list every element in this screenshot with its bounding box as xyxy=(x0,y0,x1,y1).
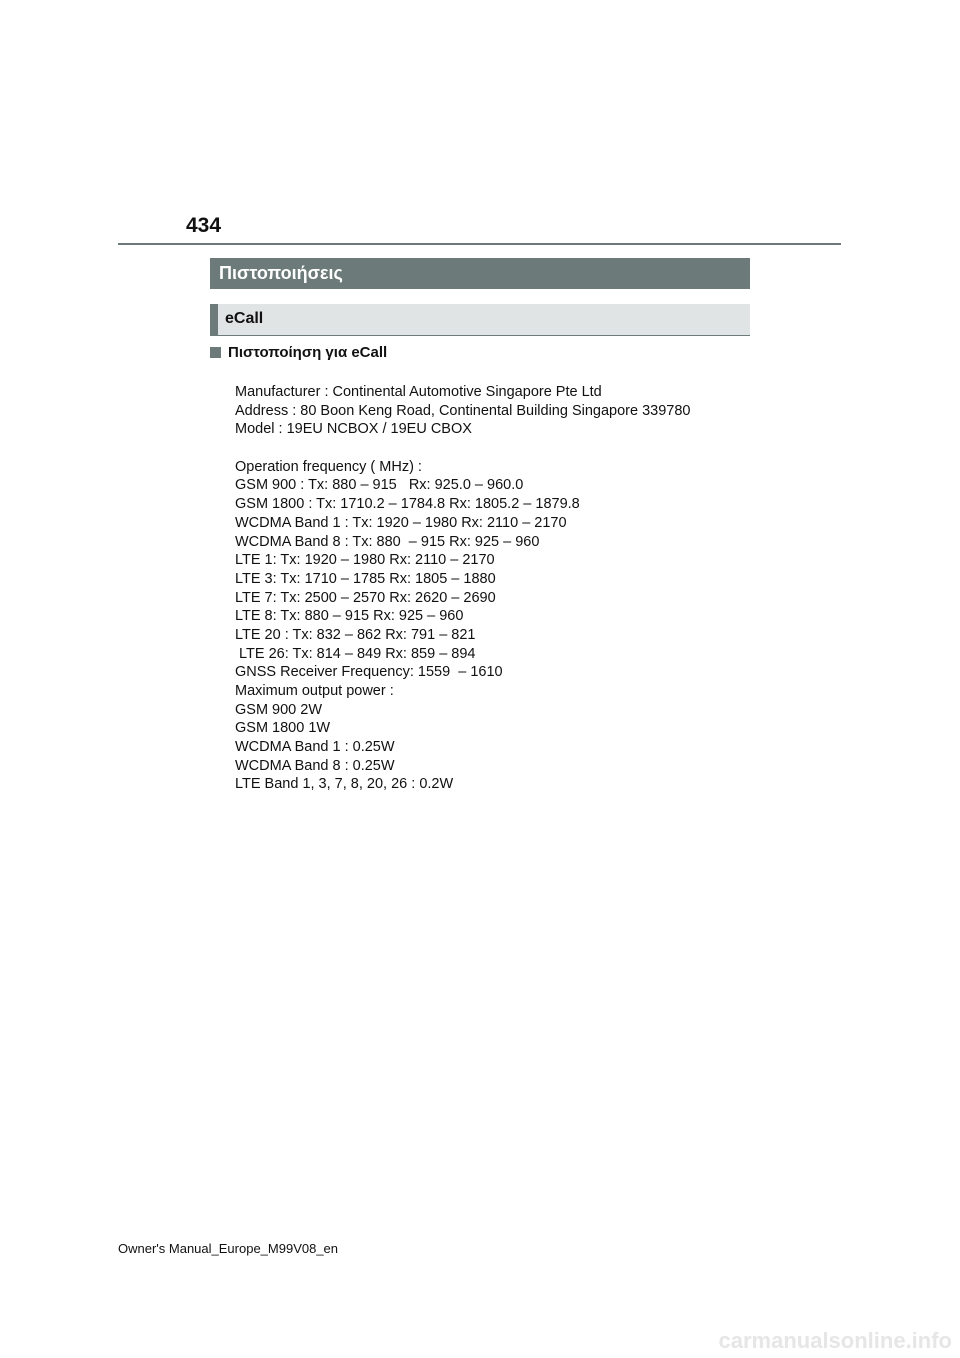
square-bullet-icon xyxy=(210,347,221,358)
text-line xyxy=(235,439,690,458)
subsection-header xyxy=(210,304,750,336)
text-line: GSM 900 2W xyxy=(235,701,323,718)
text-line: GSM 900 : Tx: 880 – 915 Rx: 925.0 – 960.0 xyxy=(235,477,524,494)
heading-text: Πιστοποίηση για eCall xyxy=(228,344,388,361)
footer: Owner's Manual_Europe_M99V08_en xyxy=(118,1241,339,1256)
text-line: Model : 19EU NCBOX / 19EU CBOX xyxy=(235,421,472,438)
text-line: Address : 80 Boon Keng Road, Continental Building Singapore 339780 xyxy=(235,402,691,419)
page-number: 434 xyxy=(186,214,222,237)
text-line: Manufacturer : Continental Automotive Singapore Pte Ltd xyxy=(235,384,602,400)
text-line: LTE 20 : Tx: 832 – 862 Rx: 791 – 821 xyxy=(235,626,476,643)
certification-text xyxy=(235,383,690,794)
text-line: LTE 26: Tx: 814 – 849 Rx: 859 – 894 xyxy=(235,645,476,662)
text-line: LTE 3: Tx: 1710 – 1785 Rx: 1805 – 1880 xyxy=(235,570,496,587)
text-line: Operation frequency ( MHz) : xyxy=(235,458,422,475)
text-line: GSM 1800 1W xyxy=(235,720,331,737)
text-line: LTE Band 1, 3, 7, 8, 20, 26 : 0.2W xyxy=(235,776,454,793)
text-line: WCDMA Band 8 : 0.25W xyxy=(235,757,395,774)
header-rule xyxy=(118,243,841,245)
text-line: Maximum output power : xyxy=(235,683,394,699)
section-title: Πιστοποιήσεις xyxy=(210,258,750,289)
text-line: GSM 1800 : Tx: 1710.2 – 1784.8 Rx: 1805.2 – 1879.8 xyxy=(235,496,580,513)
text-line: GNSS Receiver Frequency: 1559 – 1610 xyxy=(235,664,503,681)
text-line: WCDMA Band 8 : Tx: 880 – 915 Rx: 925 – 960 xyxy=(235,533,540,550)
text-line: WCDMA Band 1 : 0.25W xyxy=(235,739,395,756)
subsection-title: eCall xyxy=(225,310,264,327)
subsection-accent-bar xyxy=(210,304,218,335)
text-line: WCDMA Band 1 : Tx: 1920 – 1980 Rx: 2110 – 2170 xyxy=(235,514,567,531)
text-line: LTE 1: Tx: 1920 – 1980 Rx: 2110 – 2170 xyxy=(235,552,495,569)
text-line: LTE 7: Tx: 2500 – 2570 Rx: 2620 – 2690 xyxy=(235,589,496,606)
watermark: carmanualsonline.info xyxy=(718,1328,952,1353)
heading xyxy=(210,343,387,363)
text-line: LTE 8: Tx: 880 – 915 Rx: 925 – 960 xyxy=(235,608,464,625)
